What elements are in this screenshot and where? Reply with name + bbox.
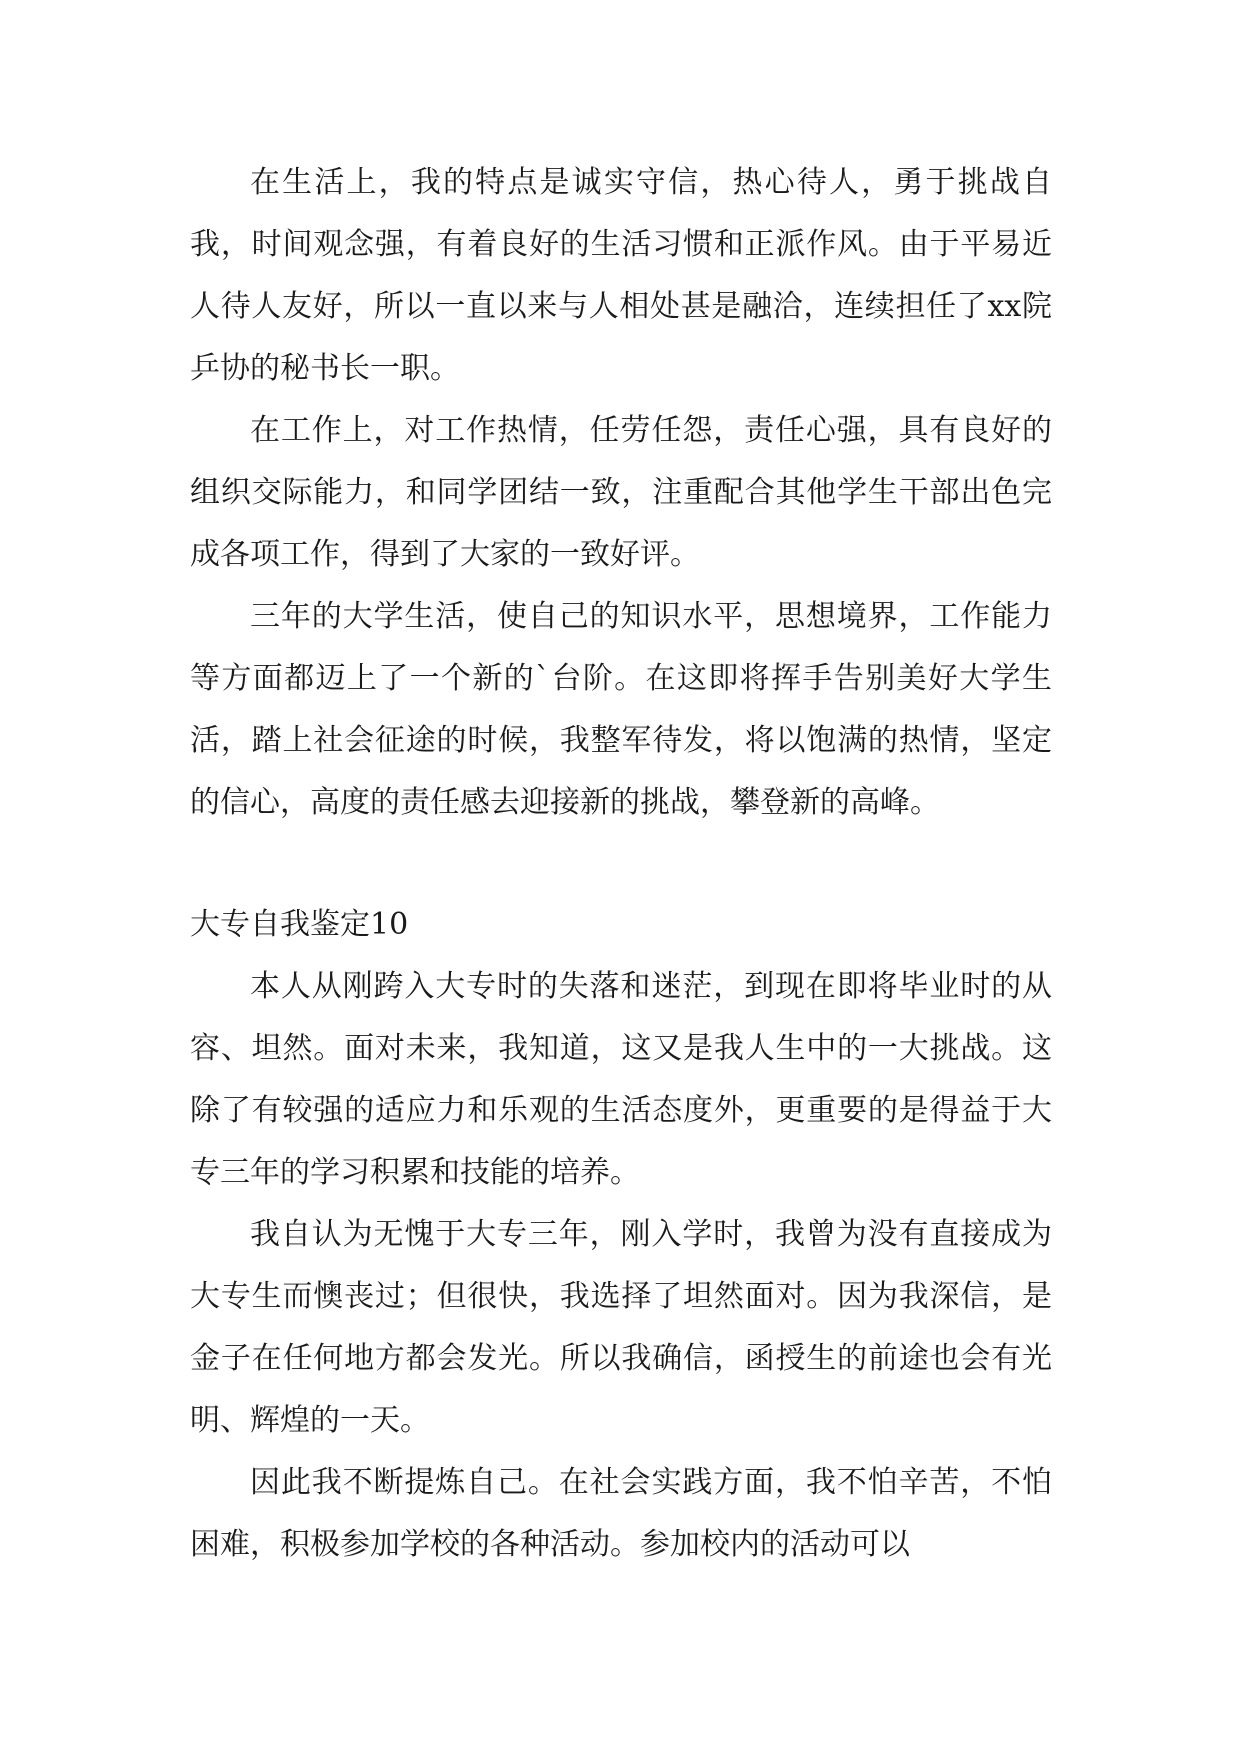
paragraph-self-assessment: 我自认为无愧于大专三年，刚入学时，我曾为没有直接成为大专生而懊丧过；但很快，我选择了坦然面对。因为我深信，是金子在任何地方都会发光。所以我确信，函授生的前途也会有光明、辉煌的一天。 <box>190 1217 1052 1438</box>
document-page <box>190 152 1052 1576</box>
paragraph-three-years: 三年的大学生活，使自己的知识水平，思想境界，工作能力等方面都迈上了一个新的`台阶。在这即将挥手告别美好大学生活，踏上社会征途的时候，我整军待发，将以饱满的热情，坚定的信心，高度的责任感去迎接新的挑战，攀登新的高峰。 <box>190 599 1052 820</box>
paragraph-intro: 本人从刚跨入大专时的失落和迷茫，到现在即将毕业时的从容、坦然。面对未来，我知道，这又是我人生中的一大挑战。这除了有较强的适应力和乐观的生活态度外，更重要的是得益于大专三年的学习积累和技能的培养。 <box>190 969 1052 1190</box>
paragraph-practice: 因此我不断提炼自己。在社会实践方面，我不怕辛苦，不怕困难，积极参加学校的各种活动。参加校内的活动可以 <box>190 1465 1052 1562</box>
paragraph-work: 在工作上，对工作热情，任劳任怨，责任心强，具有良好的组织交际能力，和同学团结一致，注重配合其他学生干部出色完成各项工作，得到了大家的一致好评。 <box>190 413 1052 572</box>
section-heading: 大专自我鉴定10 <box>190 907 409 942</box>
paragraph-life: 在生活上，我的特点是诚实守信，热心待人，勇于挑战自我，时间观念强，有着良好的生活习惯和正派作风。由于平易近人待人友好，所以一直以来与人相处甚是融洽，连续担任了xx院乒协的秘书长一职。 <box>190 165 1052 386</box>
